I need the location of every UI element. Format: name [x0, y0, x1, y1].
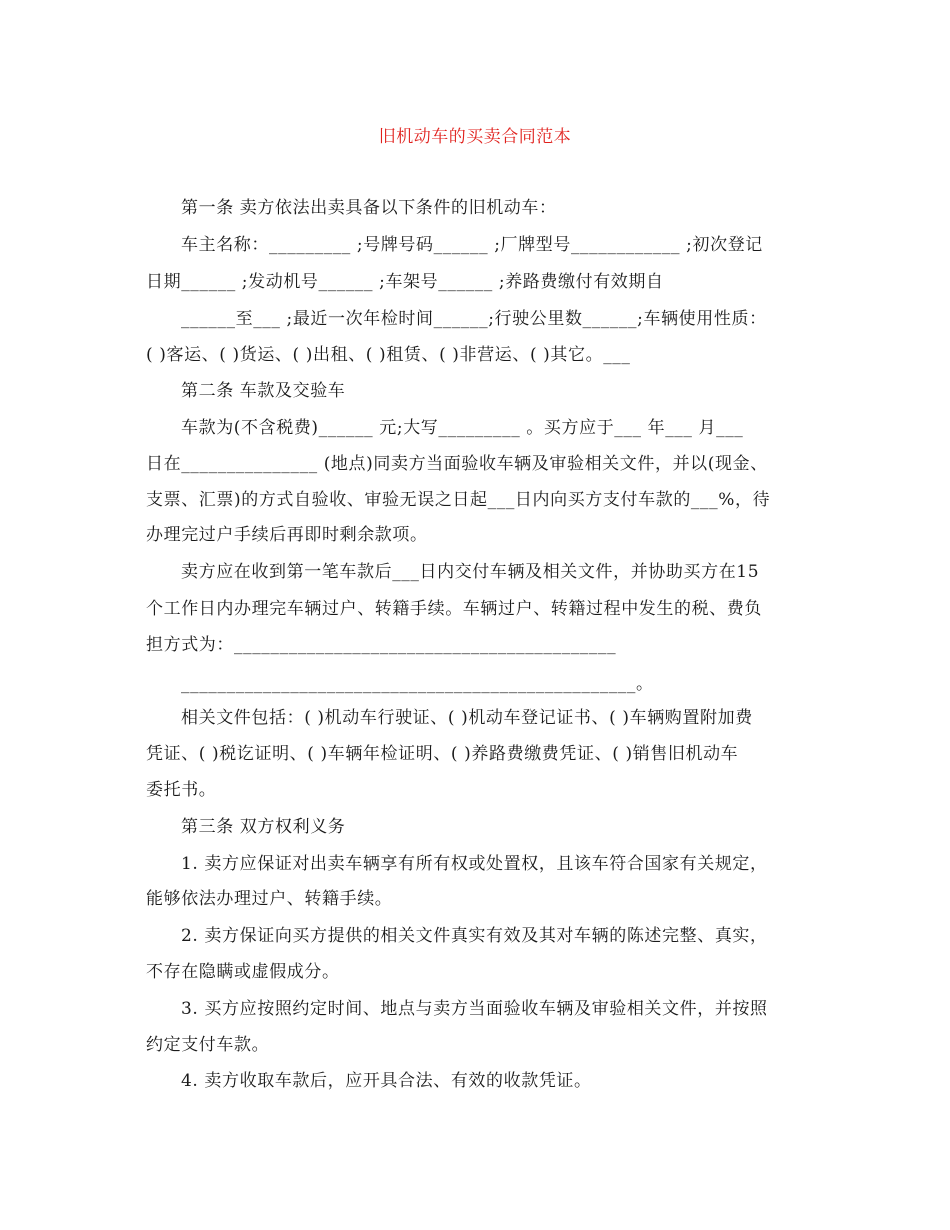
document-title: 旧机动车的买卖合同范本 — [378, 127, 572, 147]
body-line: 不存在隐瞒或虚假成分。 — [146, 962, 340, 982]
body-line: 委托书。 — [146, 780, 217, 800]
body-line: 个工作日内办理完车辆过户、转籍手续。车辆过户、转籍过程中发生的税、费负 — [146, 599, 762, 619]
body-line: 担方式为：__________________________________________ — [146, 635, 617, 655]
body-line: ( )客运、( )货运、( )出租、( )租赁、( )非营运、( )其它。___ — [146, 345, 631, 365]
body-line: 日期______ ;发动机号______ ;车架号______ ;养路费缴付有效期自 — [146, 272, 664, 292]
body-line: 1. 卖方应保证对出卖车辆享有所有权或处置权，且该车符合国家有关规定， — [181, 854, 768, 874]
body-line: __________________________________________________。 — [181, 674, 654, 694]
article-1-heading: 第一条 卖方依法出卖具备以下条件的旧机动车： — [181, 198, 557, 218]
article-3-heading: 第三条 双方权利义务 — [181, 817, 346, 837]
body-line: 支票、汇票)的方式自验收、审验无误之日起___日内向买方支付车款的___%，待 — [146, 490, 771, 510]
body-line: 4. 卖方收取车款后，应开具合法、有效的收款凭证。 — [181, 1071, 592, 1091]
body-line: 日在_______________ (地点)同卖方当面验收车辆及审验相关文件，并以(现金、 — [146, 454, 768, 474]
body-line: 2. 卖方保证向买方提供的相关文件真实有效及其对车辆的陈述完整、真实， — [181, 926, 768, 946]
body-line: 车款为(不含税费)______ 元;大写_________ 。买方应于___ 年___ 月___ — [181, 418, 744, 438]
body-line: 办理完过户手续后再即时剩余款项。 — [146, 525, 428, 545]
body-line: 3. 买方应按照约定时间、地点与卖方当面验收车辆及审验相关文件，并按照 — [181, 999, 768, 1019]
body-line: 约定支付车款。 — [146, 1035, 270, 1055]
body-line: ______至___ ;最近一次年检时间______;行驶公里数______;车辆使用性质： — [181, 309, 767, 329]
body-line: 车主名称：_________ ;号牌号码______ ;厂牌型号____________ ;初次登记 — [181, 235, 763, 255]
body-line: 卖方应在收到第一笔车款后___日内交付车辆及相关文件，并协助买方在15 — [181, 562, 760, 582]
body-line: 相关文件包括：( )机动车行驶证、( )机动车登记证书、( )车辆购置附加费 — [181, 708, 753, 728]
body-line: 凭证、( )税讫证明、( )车辆年检证明、( )养路费缴费凭证、( )销售旧机动车 — [146, 744, 739, 764]
body-line: 能够依法办理过户、转籍手续。 — [146, 889, 393, 909]
article-2-heading: 第二条 车款及交验车 — [181, 381, 346, 401]
